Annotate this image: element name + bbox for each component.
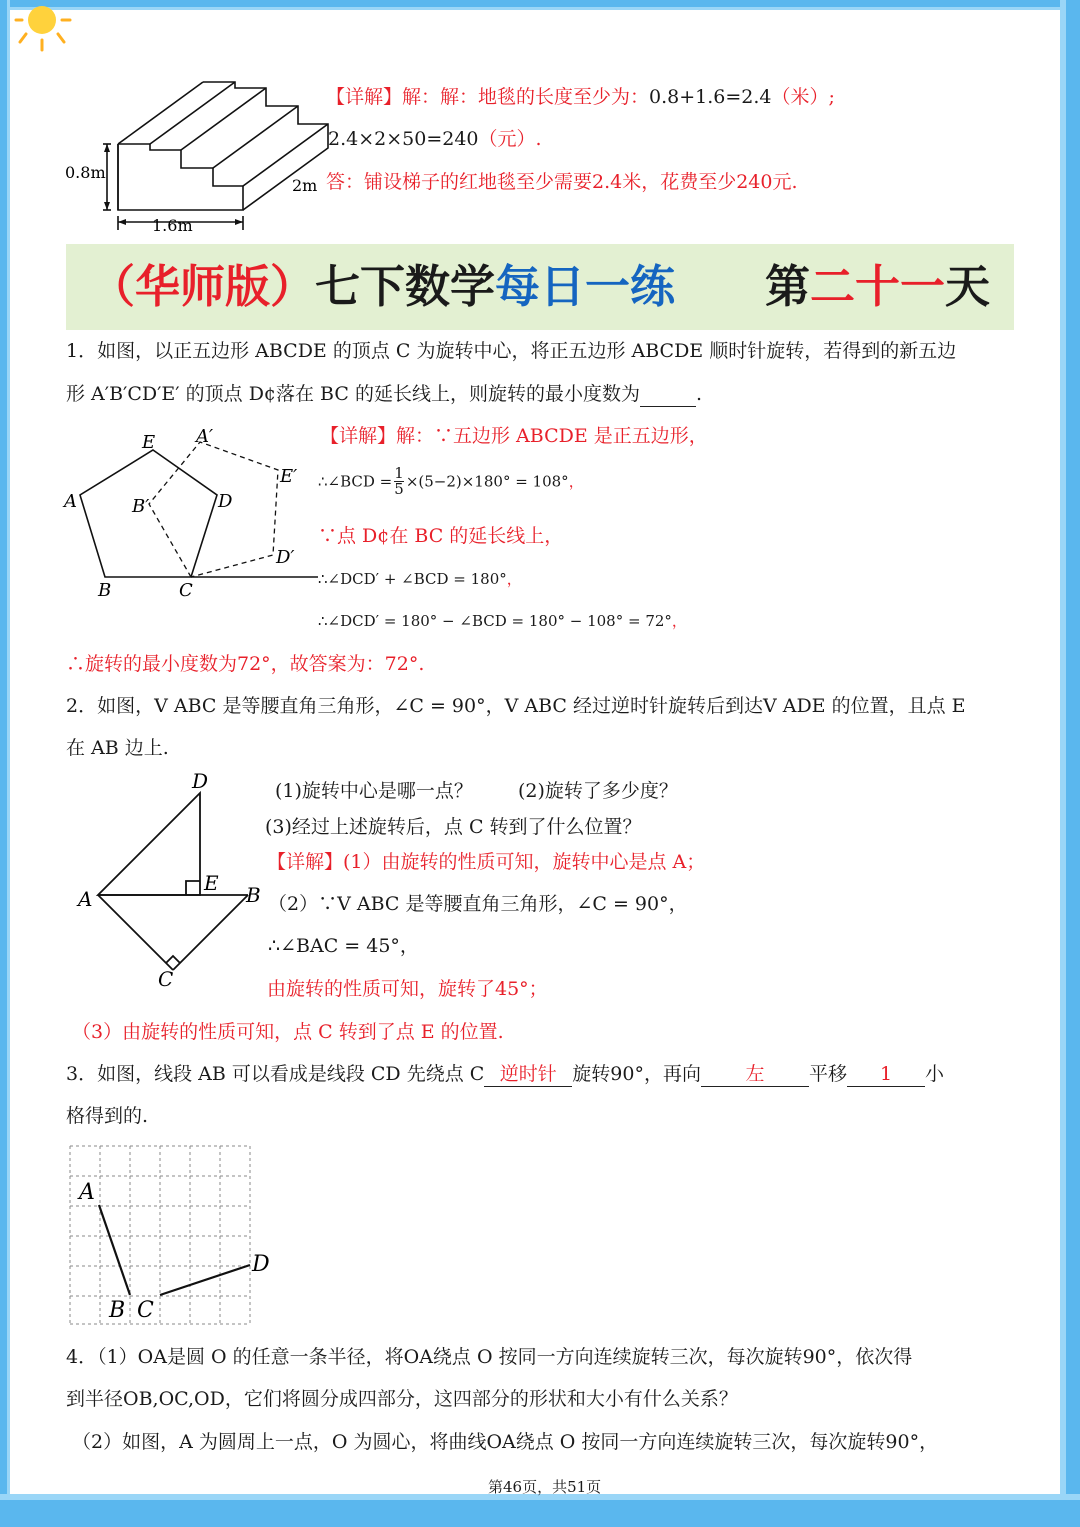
top-solution-answer: 答：铺设梯子的红地毯至少需要2.4米，花费至少240元. [326, 171, 798, 193]
label-A: A [64, 491, 77, 512]
dim-depth-label: 2m [292, 176, 318, 195]
label-C: C [179, 580, 193, 601]
label-E: E [204, 871, 219, 895]
day-title: 第二十一天 [765, 260, 991, 313]
q2-subquestion-1: (1)旋转中心是哪一点？ [275, 780, 473, 802]
label-C: C [137, 1298, 154, 1323]
q1-solution-1: 【详解】解：∵五边形 ABCDE 是正五边形， [320, 425, 708, 447]
label-B: B [109, 1298, 126, 1323]
q1-line1: 1．如图，以正五边形 ABCDE 的顶点 C 为旋转中心，将正五边形 ABCDE 顺时针旋转，若得到的新五边 [66, 340, 957, 362]
label-D: D [192, 769, 209, 793]
q4-line2: 到半径OB,OC,OD，它们将圆分成四部分，这四部分的形状和大小有什么关系？ [66, 1388, 738, 1410]
q2-line1: 2．如图，V ABC 是等腰直角三角形，∠C = 90°，V ABC 经过逆时针旋转后到达V ADE 的位置，且点 E [66, 695, 966, 717]
label-C: C [158, 967, 174, 991]
q1-solution-4: ∴∠DCD′ + ∠BCD = 180°， [318, 570, 522, 588]
page-footer: 第46页，共51页 [488, 1478, 602, 1496]
q3-line1: 3．如图，线段 AB 可以看成是线段 CD 先绕点 C 逆时针 旋转90°，再向 左 平移 1 小 [66, 1063, 944, 1085]
label-D: D [218, 491, 233, 512]
q2-solution-1: 【详解】(1）由旋转的性质可知，旋转中心是点 A； [267, 851, 706, 873]
q2-subquestion-3: (3)经过上述旋转后，点 C 转到了什么位置？ [265, 816, 642, 838]
q3-blank-count: 1 [847, 1062, 925, 1087]
q4-line1: 4．（1）OA是圆 O 的任意一条半径，将OA绕点 O 按同一方向连续旋转三次，每次旋转90°，依次得 [66, 1346, 913, 1368]
pentagon-figure [60, 420, 320, 605]
dim-height-label: 0.8m [65, 163, 106, 182]
q2-solution-5: （3）由旋转的性质可知，点 C 转到了点 E 的位置. [72, 1021, 504, 1043]
label-B: B [98, 580, 112, 601]
grid-figure [66, 1142, 286, 1328]
label-D-prime: D′ [276, 547, 295, 568]
q2-solution-3: ∴∠BAC = 45°， [268, 935, 419, 957]
label-B-prime: B′ [132, 496, 150, 517]
label-B: B [246, 883, 261, 907]
q2-subquestion-2: (2)旋转了多少度？ [518, 780, 678, 802]
q1-line2: 形 A′B′CD′E′ 的顶点 D¢落在 BC 的延长线上，则旋转的最小度数为 . [66, 383, 703, 405]
label-A-prime: A′ [196, 426, 214, 447]
label-A: A [78, 887, 93, 911]
q1-answer: ∴旋转的最小度数为72°，故答案为：72°. [66, 653, 425, 675]
label-D: D [252, 1252, 270, 1277]
q2-line2: 在 AB 边上. [66, 737, 169, 759]
q3-blank-shift: 左 [701, 1062, 809, 1087]
q3-line2: 格得到的. [66, 1105, 149, 1127]
q3-blank-direction: 逆时针 [484, 1062, 572, 1087]
q2-solution-4: 由旋转的性质可知，旋转了45°； [267, 978, 548, 1000]
q4-line3: （2）如图，A 为圆周上一点，O 为圆心，将曲线OA绕点 O 按同一方向连续旋转三次，每次旋转90°， [72, 1431, 939, 1453]
sun-icon [14, 0, 74, 60]
q2-solution-2: （2）∵V ABC 是等腰直角三角形，∠C = 90°， [268, 893, 688, 915]
q1-solution-5: ∴∠DCD′ = 180° − ∠BCD = 180° − 108° = 72°， [318, 612, 687, 630]
dim-width-label: 1.6m [152, 216, 193, 235]
label-A: A [79, 1180, 95, 1205]
top-solution-line2: 2.4×2×50=240（元）. [328, 128, 542, 150]
page-title: （华师版）七下数学每日一练 [90, 260, 676, 313]
q1-solution-3: ∵点 D¢在 BC 的延长线上， [318, 525, 564, 547]
staircase-figure [60, 70, 330, 240]
label-E-prime: E′ [280, 466, 298, 487]
q1-solution-2: ∴∠BCD = $\frac{1}{5}$ ×(5−2)×180° = 108°， [318, 464, 584, 498]
label-E: E [142, 432, 156, 453]
triangle-figure [70, 768, 270, 993]
top-solution-line1: 【详解】解：解：地毯的长度至少为：0.8+1.6=2.4（米）; [326, 86, 835, 108]
